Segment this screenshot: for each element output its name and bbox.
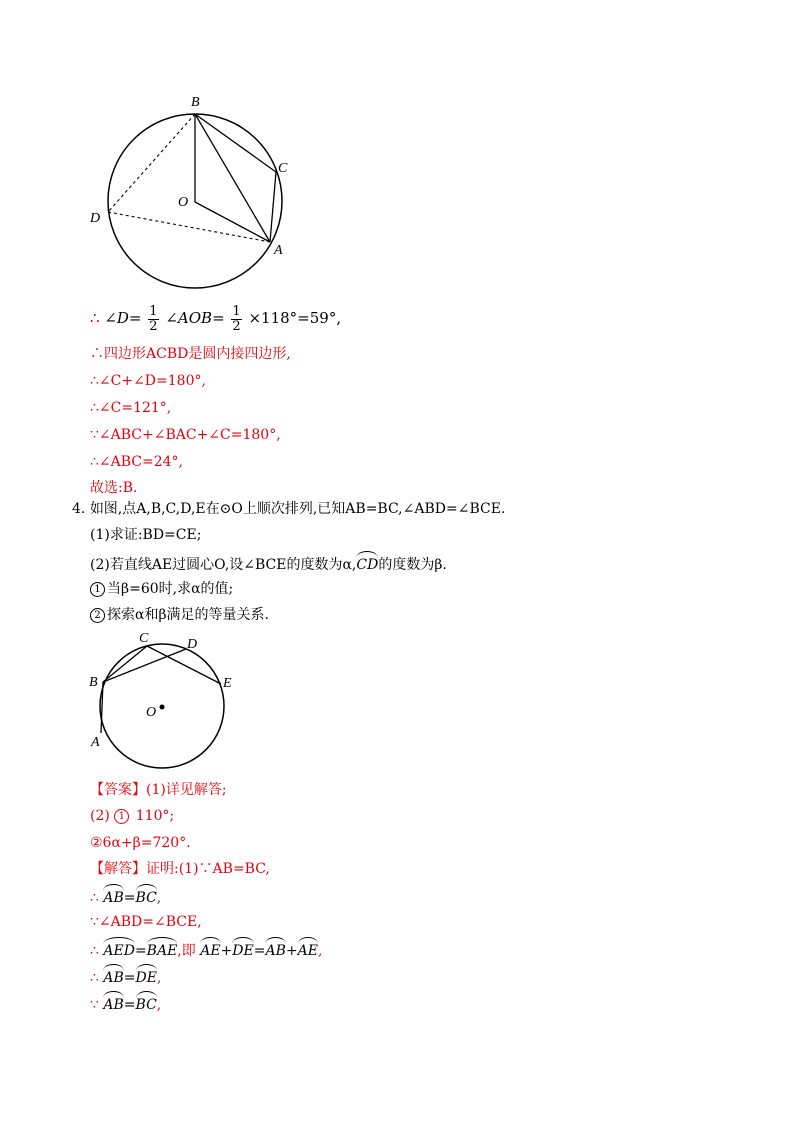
figure-1-label-C: C [278,161,288,176]
arc-DE: DE [136,965,157,988]
arc-AB: AB [103,992,123,1015]
part-2-text: 的度数为β. [378,557,447,573]
fraction-numerator: 1 [232,303,241,319]
figure-1-label-B: B [191,95,200,110]
part-2-text: (2)若直线AE过圆心O,设∠BCE的度数为α, [90,557,357,573]
solution-line-6: ∴∠ABC=24°, [90,454,184,470]
question-stem-part: 上顺次排列,已知AB=BC,∠ABD=∠BCE. [242,501,506,517]
question-stem-part: 如图,点A,B,C,D,E在 [89,501,220,517]
question-4-sub-2 [90,605,269,625]
question-4-part-1: (1)求证:BD=CE; [90,527,202,543]
therefore-symbol: ∴ [90,309,100,327]
figure-2-label-D: D [187,637,198,652]
answer-line-2 [90,806,174,826]
therefore-symbol: ∴ [90,943,99,959]
sub-question-text: 探索α和β满足的等量关系. [107,607,269,623]
equation-part: ∠D= [104,309,142,327]
fraction-one-half [148,305,158,334]
arc-CD: CD [356,552,378,575]
circled-number-1: 1 [90,582,105,597]
arc-BC: BC [136,992,157,1015]
analysis-line-1: 【解答】证明:(1)∵AB=BC, [90,861,270,877]
question-4-part-2 [90,552,447,575]
figure-2-diagram [85,630,245,770]
circled-number-2: 2 [90,608,105,623]
analysis-line-2 [90,885,161,908]
figure-1-label-A: A [274,243,283,258]
question-number: 4. [72,501,86,517]
analysis-line-4 [90,938,322,961]
figure-1-segment-BA [195,114,270,242]
because-symbol: ∵ [90,997,99,1013]
fraction-one-half [231,305,241,334]
figure-2-label-C: C [139,631,149,646]
plus-sign: + [220,943,233,959]
fraction-numerator: 1 [149,303,158,319]
figure-2-segment-CE [147,646,221,684]
fraction-denominator: 2 [232,318,241,334]
arc-BC: BC [136,885,157,908]
question-4-sub-1 [90,579,233,599]
circle-symbol: ⊙O [219,501,243,517]
arc-DE: DE [232,938,253,961]
figure-2-label-O: O [146,705,157,720]
connective-text: ,即 [177,943,196,959]
equation-part: ×118°=59°, [248,309,342,327]
arc-AB: AB [103,885,123,908]
equals-sign: = [134,943,147,959]
equals-sign: = [123,997,136,1013]
analysis-line-6 [90,992,161,1015]
solution-line-7: 故选:B. [90,480,138,496]
equation-part: ∠AOB= [165,309,225,327]
arc-AE: AE [298,938,318,961]
analysis-line-5 [90,965,161,988]
arc-AE: AE [200,938,220,961]
figure-1-diagram [80,90,300,295]
analysis-line-3: ∵∠ABD=∠BCE, [90,914,202,930]
solution-line-3: ∴∠C+∠D=180°, [90,373,206,389]
solution-line-2: ∴四边形ACBD是圆内接四边形, [90,346,291,362]
punctuation: , [156,970,162,986]
figure-2-center-dot [160,705,165,710]
arc-AED: AED [103,938,135,961]
arc-AB: AB [103,965,123,988]
figure-2-label-E: E [223,676,232,691]
figure-1-label-O: O [178,195,189,210]
figure-1-segment-BC [195,114,276,172]
solution-line-1 [90,300,341,336]
equals-sign: = [253,943,266,959]
figure-1-segment-DA [108,212,270,242]
sub-question-text: 当β=60时,求α的值; [107,581,234,597]
figure-1-segment-CA [270,172,276,242]
therefore-symbol: ∴ [90,970,99,986]
figure-2-segment-BC [103,646,147,682]
answer-line-3: ②6α+β=720°. [90,835,191,851]
figure-2-label-B: B [89,675,98,690]
answer-value: 110°; [135,808,175,824]
circled-number-1: 1 [114,809,129,824]
therefore-symbol: ∴ [90,890,99,906]
answer-line-1: 【答案】(1)详见解答; [90,782,227,798]
equals-sign: = [123,890,136,906]
punctuation: , [156,997,162,1013]
solution-line-5: ∵∠ABC+∠BAC+∠C=180°, [90,427,281,443]
plus-sign: + [285,943,298,959]
fraction-denominator: 2 [149,318,158,334]
punctuation: , [317,943,323,959]
arc-BAE: BAE [147,938,178,961]
question-4-stem [72,499,505,519]
solution-line-4: ∴∠C=121°, [90,400,172,416]
arc-AB: AB [265,938,285,961]
answer-part-label: (2) [90,808,110,824]
punctuation: , [156,890,162,906]
figure-1-label-D: D [90,211,101,226]
figure-2-label-A: A [91,735,100,750]
equals-sign: = [123,970,136,986]
